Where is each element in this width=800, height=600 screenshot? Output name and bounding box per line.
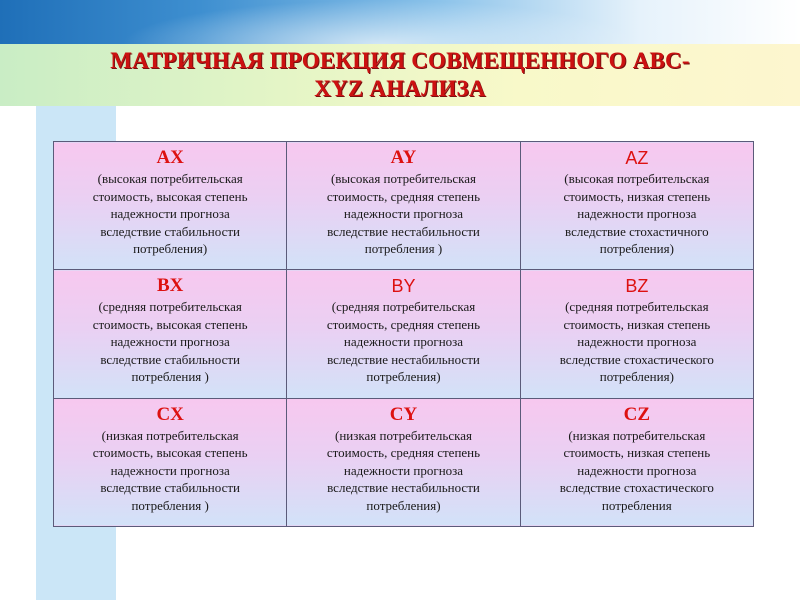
cell-code-ay: AY xyxy=(390,147,417,168)
matrix-cell-bz xyxy=(520,270,753,398)
cell-code-bx: BX xyxy=(156,275,184,297)
slide-title xyxy=(0,44,800,106)
top-decor-glow xyxy=(120,0,640,44)
cell-desc-line: стоимость, низкая степень xyxy=(563,316,711,332)
cell-desc-line: стоимость, высокая степень xyxy=(92,316,248,332)
cell-desc-line: вследствие стабильности xyxy=(100,480,240,496)
cell-code-az: AZ xyxy=(625,148,649,168)
cell-desc-line: потребления) xyxy=(599,369,674,385)
cell-desc-line: потребления ) xyxy=(131,369,209,385)
cell-desc-line: вследствие стохастического xyxy=(559,351,714,367)
cell-desc-line: вследствие нестабильности xyxy=(327,223,480,239)
abc-xyz-matrix xyxy=(53,141,754,527)
cell-desc-line: стоимость, средняя степень xyxy=(326,445,481,461)
matrix-cell-az xyxy=(520,142,753,270)
cell-desc-line: стоимость, средняя степень xyxy=(326,316,481,332)
cell-desc-line: стоимость, низкая степень xyxy=(563,188,711,204)
cell-desc-line: (низкая потребительская xyxy=(101,427,239,443)
cell-desc-line: надежности прогноза xyxy=(110,334,230,350)
slide-title-line-2: XYZ АНАЛИЗА xyxy=(314,76,486,101)
cell-desc-line: вследствие стохастического xyxy=(559,480,714,496)
matrix-cell-cx xyxy=(54,398,287,526)
cell-desc-line: (высокая потребительская xyxy=(564,171,710,186)
cell-desc-line: потребления xyxy=(601,497,672,513)
slide-title-line-1: МАТРИЧНАЯ ПРОЕКЦИЯ СОВМЕЩЕННОГО ABC- xyxy=(110,48,690,73)
cell-desc-line: вследствие стабильности xyxy=(100,223,240,239)
cell-desc-line: (низкая потребительская xyxy=(568,427,706,443)
cell-desc-line: (низкая потребительская xyxy=(335,427,472,443)
cell-desc-line: надежности прогноза xyxy=(343,206,464,221)
cell-code-ax: AX xyxy=(156,147,184,168)
cell-desc-line: вследствие нестабильности xyxy=(327,351,480,367)
cell-desc-line: потребления) xyxy=(366,497,441,513)
cell-code-by: BY xyxy=(391,276,416,297)
matrix-cell-cy xyxy=(287,398,520,526)
cell-desc-line: (высокая потребительская xyxy=(97,171,243,186)
cell-desc-line: (высокая потребительская xyxy=(330,171,477,186)
cell-desc-line: стоимость, высокая степень xyxy=(92,188,248,204)
matrix-row-c xyxy=(54,398,754,526)
cell-code-bz: BZ xyxy=(625,276,649,297)
top-decor-band xyxy=(0,0,800,44)
cell-desc-line: стоимость, низкая степень xyxy=(563,445,711,461)
cell-desc-line: потребления) xyxy=(366,369,441,385)
cell-desc-line: (средняя потребительская xyxy=(98,299,242,315)
matrix-cell-cz xyxy=(520,398,753,526)
cell-desc-line: вследствие стабильности xyxy=(100,351,240,367)
cell-desc-line: (средняя потребительская xyxy=(565,299,709,315)
matrix-cell-ax xyxy=(54,142,287,270)
cell-code-cx: CX xyxy=(156,403,184,425)
cell-desc-line: потребления) xyxy=(599,241,674,256)
matrix-row-b xyxy=(54,270,754,398)
cell-desc-line: надежности прогноза xyxy=(577,462,697,478)
cell-desc-line: потребления ) xyxy=(131,497,209,513)
cell-desc-line: надежности прогноза xyxy=(343,462,464,478)
cell-desc-line: стоимость, средняя степень xyxy=(326,188,481,204)
cell-code-cy: CY xyxy=(389,403,418,425)
cell-code-cz: CZ xyxy=(623,403,651,425)
cell-desc-line: надежности прогноза xyxy=(577,334,697,350)
cell-desc-line: (средняя потребительская xyxy=(331,299,476,315)
cell-desc-line: надежности прогноза xyxy=(343,334,464,350)
matrix-cell-ay xyxy=(287,142,520,270)
cell-desc-line: потребления ) xyxy=(364,241,443,256)
matrix-row-a xyxy=(54,142,754,270)
cell-desc-line: надежности прогноза xyxy=(110,462,230,478)
matrix-cell-by xyxy=(287,270,520,398)
cell-desc-line: надежности прогноза xyxy=(110,206,230,221)
cell-desc-line: вследствие стохастичного xyxy=(565,223,709,239)
cell-desc-line: потребления) xyxy=(133,241,208,256)
matrix-cell-bx xyxy=(54,270,287,398)
cell-desc-line: надежности прогноза xyxy=(577,206,697,221)
cell-desc-line: стоимость, высокая степень xyxy=(92,445,248,461)
cell-desc-line: вследствие нестабильности xyxy=(327,480,480,496)
